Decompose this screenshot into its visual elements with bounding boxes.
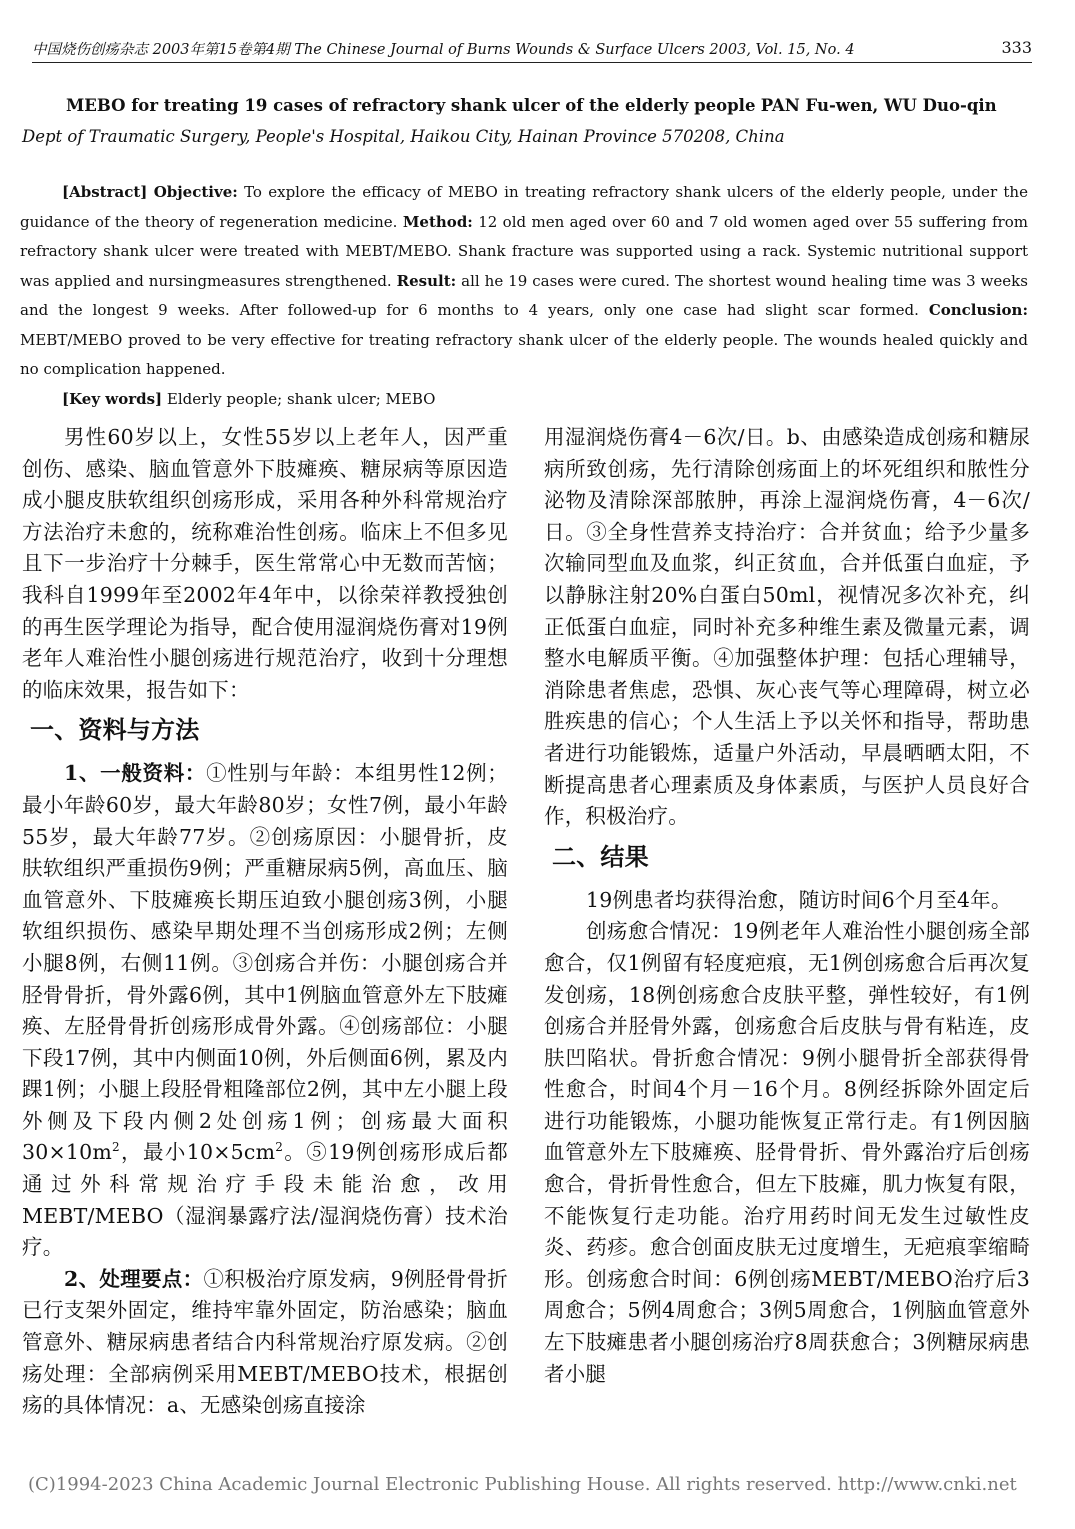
general-data-label: 1、一般资料： xyxy=(64,761,207,786)
conclusion-text: MEBT/MEBO proved to be very effective for treating refractory shank ulcer of the elderly people. The wounds healed quickly and no complication happened. xyxy=(20,330,1028,378)
english-abstract xyxy=(20,178,1028,414)
keywords-label: [Key words] xyxy=(62,389,163,408)
section-heading-results: 二、结果 xyxy=(552,842,649,871)
article-authors: PAN Fu-wen, WU Duo-qin xyxy=(760,96,997,115)
results-paragraph-1: 19例患者均获得治愈，随访时间6个月至4年。 xyxy=(586,887,1012,912)
objective-label: Objective: xyxy=(153,183,238,201)
general-data-text-a: ①性别与年龄：本组男性12例；最小年龄60岁，最大年龄80岁；女性7例，最小年龄55岁，最大年龄77岁。②创疡原因：小腿骨折，皮肤软组织严重损伤9例；严重糖尿病5例，高血压、脑血管意外、下肢瘫痪长期压迫致小腿创疡3例，小腿软组织损伤、感染早期处理不当创疡形成2例；左侧小腿8例，右侧11例。③创疡合并伤：小腿创疡合并胫骨骨折，骨外露6例，其中1例脑血管意外左下肢瘫痪、左胫骨骨折创疡形成骨外露。④创疡部位：小腿下段17例，其中内侧面10例，外后侧面6例，累及内踝1例；小腿上段胫骨粗隆部位2例，其中左小腿上段外侧及下段内侧2处创疡1例；创疡最大面积30×10m xyxy=(22,761,508,1165)
superscript: 2 xyxy=(275,1140,284,1155)
abstract-paragraph xyxy=(20,178,1028,385)
method-text: 12 old men aged over 60 and 7 old women aged over 55 suffering from refractory shank ulcer were treated with MEBT/MEBO. Shank fracture was supported using a rack. Systemic nutritional support was applied and nursingmeasures strengthened. xyxy=(20,212,1028,290)
abstract-label: [Abstract] xyxy=(62,183,148,201)
result-text: all he 19 cases were cured. The shortest wound healing time was 3 weeks and the longest 9 weeks. After followed-up for 6 months to 4 years, only one case had slight scar formed. xyxy=(20,271,1028,319)
article-title: MEBO for treating 19 cases of refractory shank ulcer of the elderly people xyxy=(66,96,756,115)
journal-running-title: 中国烧伤创疡杂志 2003年第15卷第4期 The Chinese Journal of Burns Wounds & Surface Ulcers 2003, Vol. 15, No. 4 xyxy=(32,42,855,58)
general-data-paragraph xyxy=(22,758,508,1264)
running-header xyxy=(32,36,1032,66)
right-column xyxy=(544,422,1030,1390)
result-label: Result: xyxy=(396,271,457,290)
author-affiliation: Dept of Traumatic Surgery, People's Hospital, Haikou City, Hainan Province 570208, China xyxy=(22,127,785,146)
results-paragraph-2: 创疡愈合情况：19例老年人难治性小腿创疡全部愈合，仅1例留有轻度疤痕，无1例创疡愈合后再次复发创疡，18例创疡愈合皮肤平整，弹性较好，有1例创疡合并胫骨外露，创疡愈合后皮肤与骨有粘连，皮肤凹陷状。骨折愈合情况：9例小腿骨折全部获得骨性愈合，时间4个月－16个月。8例经拆除外固定后进行功能锻炼，小腿功能恢复正常行走。有1例因脑血管意外左下肢瘫痪、胫骨骨折、骨外露治疗后创疡愈合，骨折骨性愈合，但左下肢瘫，肌力恢复有限，不能恢复行走功能。治疗用药时间无发生过敏性皮炎、药疹。愈合创面皮肤无过度增生，无疤痕挛缩畸形。创疡愈合时间：6例创疡MEBT/MEBO治疗后3周愈合；5例4周愈合；3例5周愈合，1例脑血管意外左下肢瘫患者小腿创疡治疗8周获愈合；3例糖尿病患者小腿 xyxy=(544,919,1030,1386)
continued-paragraph: 用湿润烧伤膏4－6次/日。b、由感染造成创疡和糖尿病所致创疡，先行清除创疡面上的坏死组织和脓性分泌物及清除深部脓肿，再涂上湿润烧伤膏，4－6次/日。③全身性营养支持治疗：合并贫血；给予少量多次输同型血及血浆，纠正贫血，合并低蛋白血症，予以静脉注射20%白蛋白50ml，视情况多次补充，纠正低蛋白血症，同时补充多种维生素及微量元素，调整水电解质平衡。④加强整体护理：包括心理辅导，消除患者焦虑，恐惧、灰心丧气等心理障碍，树立必胜疾患的信心；个人生活上予以关怀和指导，帮助患者进行功能锻炼，适量户外活动，早晨晒晒太阳，不断提高患者心理素质及身体素质，与医护人员良好合作，积极治疗。 xyxy=(544,425,1030,829)
conclusion-label: Conclusion: xyxy=(928,301,1028,319)
left-column xyxy=(22,422,508,1422)
treatment-points-label: 2、处理要点： xyxy=(64,1266,204,1291)
page-number: 333 xyxy=(1001,38,1032,57)
general-data-text-c: 。⑤19例创疡形成后都通过外科常规治疗手段未能治愈，改用MEBT/MEBO（湿润暴露疗法/湿润烧伤膏）技术治疗。 xyxy=(22,1140,508,1260)
treatment-points-paragraph xyxy=(22,1264,508,1422)
section-heading-materials-methods: 一、资料与方法 xyxy=(30,716,200,745)
header-rule xyxy=(32,62,1032,63)
english-title-block xyxy=(22,90,1027,152)
superscript: 2 xyxy=(112,1140,120,1155)
objective-text: To explore the efficacy of MEBO in treating refractory shank ulcers of the elderly people, under the guidance of the theory of regeneration medicine. xyxy=(20,183,1028,231)
treatment-points-text: ①积极治疗原发病，9例胫骨骨折已行支架外固定，维持牢靠外固定，防治感染；脑血管意外、糖尿病患者结合内科常规治疗原发病。②创疡处理：全部病例采用MEBT/MEBO技术，根据创疡的具体情况：a、无感染创疡直接涂 xyxy=(22,1266,509,1418)
method-label: Method: xyxy=(402,212,473,231)
keywords-paragraph xyxy=(20,385,1028,415)
intro-paragraph: 男性60岁以上，女性55岁以上老年人，因严重创伤、感染、脑血管意外下肢瘫痪、糖尿病等原因造成小腿皮肤软组织创疡形成，采用各种外科常规治疗方法治疗未愈的，统称难治性创疡。临床上不但多见且下一步治疗十分棘手，医生常常心中无数而苦恼；我科自1999年至2002年4年中，以徐荣祥教授独创的再生医学理论为指导，配合使用湿润烧伤膏对19例老年人难治性小腿创疡进行规范治疗，收到十分理想的临床效果，报告如下： xyxy=(22,425,508,702)
keywords-text: Elderly people; shank ulcer; MEBO xyxy=(166,389,436,408)
copyright-watermark: (C)1994-2023 China Academic Journal Electronic Publishing House. All rights reserved. http://www.cnki.net xyxy=(28,1474,1017,1495)
general-data-text-b: ，最小10×5cm xyxy=(119,1140,276,1165)
